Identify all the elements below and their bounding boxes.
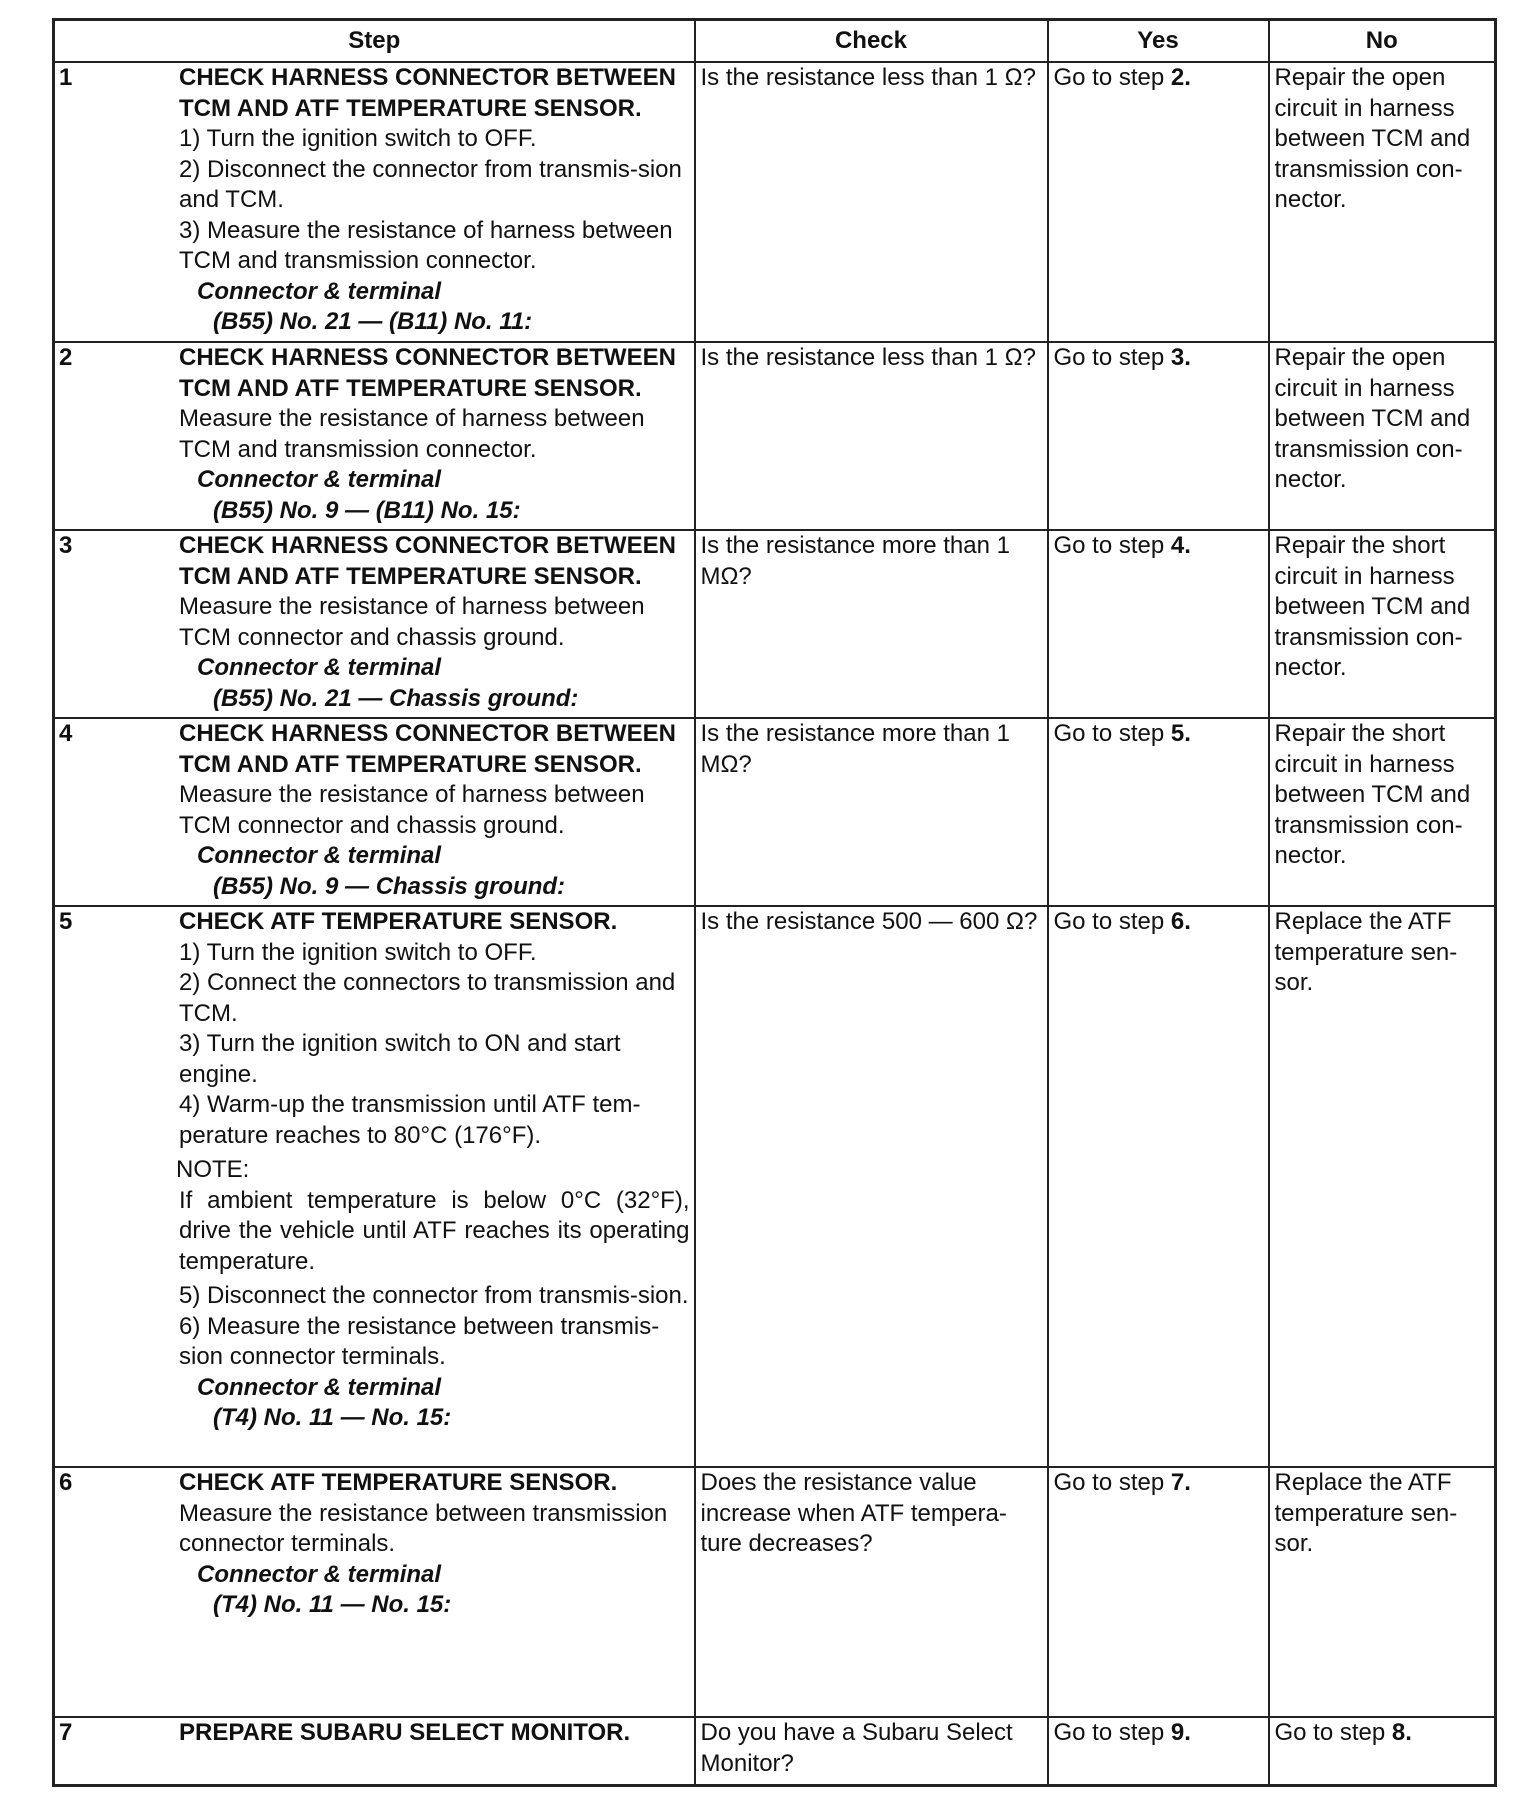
yes-step-ref: 5. [1170, 720, 1191, 747]
no-text: Repair the open circuit in harness between TCM and transmission con-nector. [1274, 64, 1471, 213]
header-step: Step [54, 20, 695, 63]
table-row [54, 718, 1496, 906]
terminal-spec: (T4) No. 11 — No. 15: [213, 1404, 452, 1431]
yes-cell [1048, 906, 1269, 1467]
yes-text: Go to step [1053, 720, 1171, 747]
check-cell: Is the resistance less than 1 Ω? [695, 62, 1048, 342]
terminal-spec: (B55) No. 9 — (B11) No. 15: [213, 496, 521, 524]
table-row [54, 1467, 1496, 1717]
no-cell [1269, 718, 1496, 906]
step-title: CHECK ATF TEMPERATURE SENSOR. [179, 908, 618, 935]
check-cell: Does the resistance value increase when ATF tempera-ture decreases? [695, 1467, 1048, 1717]
step-title: CHECK HARNESS CONNECTOR BETWEEN TCM AND ATF TEMPERATURE SENSOR. [179, 720, 676, 778]
step-instruction: Measure the resistance of harness between TCM connector and chassis ground. [179, 781, 645, 839]
diagnostic-procedure-table [52, 18, 1497, 1787]
header-check: Check [695, 20, 1048, 63]
check-cell: Is the resistance 500 — 600 Ω? [695, 906, 1048, 1467]
no-cell [1269, 342, 1496, 530]
step-instruction: 4) Warm-up the transmission until ATF tem-perature reaches to 80°C (176°F). [179, 1091, 641, 1149]
step-number: 7 [59, 1719, 73, 1746]
yes-step-ref: 2. [1170, 64, 1191, 91]
step-instruction: Measure the resistance between transmission connector terminals. [179, 1499, 668, 1557]
check-cell: Do you have a Subaru Select Monitor? [695, 1717, 1048, 1786]
connector-label: Connector & terminal [197, 1373, 442, 1401]
step-instruction: 3) Measure the resistance of harness between TCM and transmission connector. [179, 216, 673, 274]
terminal-spec: (B55) No. 21 — Chassis ground: [213, 684, 579, 712]
connector-label: Connector & terminal [197, 466, 442, 493]
yes-step-ref: 7. [1170, 1469, 1191, 1496]
step-title: CHECK HARNESS CONNECTOR BETWEEN TCM AND ATF TEMPERATURE SENSOR. [179, 64, 676, 122]
yes-cell [1048, 1717, 1269, 1786]
step-cell [54, 906, 695, 1467]
step-instruction: 6) Measure the resistance between transmis-sion connector terminals. [179, 1312, 660, 1370]
yes-cell [1048, 62, 1269, 342]
yes-text: Go to step [1053, 344, 1171, 371]
connector-label: Connector & terminal [197, 842, 442, 869]
yes-step-ref: 6. [1170, 908, 1191, 935]
no-text: Repair the short circuit in harness between TCM and transmission con-nector. [1274, 532, 1471, 681]
no-cell [1269, 1717, 1496, 1786]
yes-step-ref: 4. [1170, 532, 1191, 559]
yes-text: Go to step [1053, 532, 1171, 559]
no-cell [1269, 530, 1496, 718]
step-instruction: Measure the resistance of harness between TCM connector and chassis ground. [179, 593, 645, 651]
step-title: CHECK ATF TEMPERATURE SENSOR. [179, 1469, 618, 1496]
step-number: 3 [59, 532, 73, 559]
step-cell [54, 1467, 695, 1717]
yes-step-ref: 3. [1170, 344, 1191, 371]
step-cell [54, 342, 695, 530]
step-cell [54, 718, 695, 906]
yes-text: Go to step [1053, 908, 1171, 935]
step-instruction: 3) Turn the ignition switch to ON and start engine. [179, 1030, 621, 1088]
no-text: Replace the ATF temperature sen-sor. [1274, 1469, 1458, 1557]
step-instruction: 5) Disconnect the connector from transmis-sion. [179, 1282, 689, 1309]
note-label: NOTE: [176, 1156, 250, 1183]
no-cell [1269, 1467, 1496, 1717]
step-title: PREPARE SUBARU SELECT MONITOR. [179, 1719, 631, 1746]
step-instruction: 2) Connect the connectors to transmission and TCM. [179, 969, 676, 1027]
yes-text: Go to step [1053, 1469, 1171, 1496]
yes-cell [1048, 1467, 1269, 1717]
step-instruction: 1) Turn the ignition switch to OFF. [179, 125, 537, 152]
note-text: If ambient temperature is below 0°C (32°F), drive the vehicle until ATF reaches its operating temperature. [179, 1186, 690, 1275]
step-cell [54, 530, 695, 718]
terminal-spec: (B55) No. 9 — Chassis ground: [213, 872, 566, 900]
yes-cell [1048, 530, 1269, 718]
connector-label: Connector & terminal [197, 277, 442, 305]
check-cell: Is the resistance more than 1 MΩ? [695, 530, 1048, 718]
terminal-spec: (B55) No. 21 — (B11) No. 11: [213, 308, 533, 335]
yes-cell [1048, 342, 1269, 530]
step-title: CHECK HARNESS CONNECTOR BETWEEN TCM AND ATF TEMPERATURE SENSOR. [179, 532, 676, 590]
connector-label: Connector & terminal [197, 1560, 442, 1588]
yes-step-ref: 9. [1170, 1719, 1191, 1746]
no-text: Repair the open circuit in harness between TCM and transmission con-nector. [1274, 344, 1471, 493]
procedure-sheet [52, 18, 1494, 1787]
table-row [54, 906, 1496, 1467]
yes-cell [1048, 718, 1269, 906]
table-row [54, 62, 1496, 342]
step-number: 5 [59, 908, 73, 935]
header-no: No [1269, 20, 1496, 63]
table-row [54, 342, 1496, 530]
step-instruction: Measure the resistance of harness between TCM and transmission connector. [179, 405, 645, 463]
check-cell: Is the resistance less than 1 Ω? [695, 342, 1048, 530]
no-text: Go to step [1274, 1719, 1392, 1746]
step-instruction: 2) Disconnect the connector from transmis-sion and TCM. [179, 155, 682, 213]
check-cell: Is the resistance more than 1 MΩ? [695, 718, 1048, 906]
no-text: Replace the ATF temperature sen-sor. [1274, 908, 1458, 996]
step-instruction: 1) Turn the ignition switch to OFF. [179, 938, 537, 966]
terminal-spec: (T4) No. 11 — No. 15: [213, 1591, 452, 1618]
step-number: 1 [59, 64, 73, 91]
step-title: CHECK HARNESS CONNECTOR BETWEEN TCM AND ATF TEMPERATURE SENSOR. [179, 344, 676, 402]
no-step-ref: 8. [1391, 1719, 1412, 1746]
no-text: Repair the short circuit in harness between TCM and transmission con-nector. [1274, 720, 1471, 869]
header-row [54, 20, 1496, 63]
yes-text: Go to step [1053, 64, 1171, 91]
step-cell [54, 1717, 695, 1786]
step-number: 6 [59, 1469, 73, 1496]
no-cell [1269, 62, 1496, 342]
table-row [54, 1717, 1496, 1786]
step-cell [54, 62, 695, 342]
step-number: 2 [59, 344, 73, 371]
yes-text: Go to step [1053, 1719, 1171, 1746]
step-number: 4 [59, 720, 73, 747]
header-yes: Yes [1048, 20, 1269, 63]
table-row [54, 530, 1496, 718]
connector-label: Connector & terminal [197, 654, 442, 681]
no-cell [1269, 906, 1496, 1467]
